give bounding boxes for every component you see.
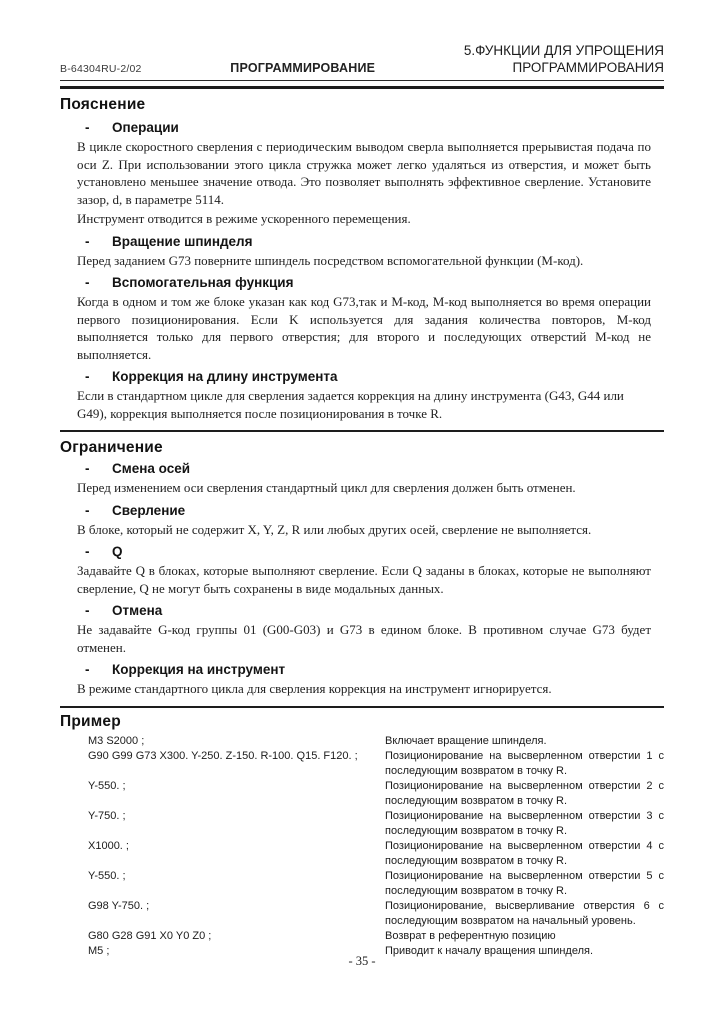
subsection-heading-axis-switching — [60, 461, 664, 477]
example-code: M3 S2000 ; — [88, 734, 145, 747]
example-comment: Приводит к началу вращения шпинделя. — [385, 944, 594, 957]
page-number: - 35 - — [348, 954, 376, 968]
chapter-title — [464, 42, 664, 76]
subsection-heading-tool-length-offset — [60, 369, 664, 385]
dash-bullet: - — [85, 603, 90, 618]
example-row — [88, 869, 664, 899]
paragraph: Инструмент отводится в режиме ускоренного перемещения. — [77, 211, 411, 226]
subsection-heading-operations — [60, 120, 664, 136]
section-divider — [60, 706, 664, 708]
chapter-title-line1: 5.ФУНКЦИИ ДЛЯ УПРОЩЕНИЯ — [463, 43, 664, 58]
example-row — [88, 779, 664, 809]
subsection-heading-drilling — [60, 503, 664, 519]
subsection-title: Коррекция на длину инструмента — [112, 369, 338, 384]
subsection-title: Q — [112, 544, 123, 559]
example-comment: Позиционирование на высверленном отверстии 3 с последующим возвратом в точку R. — [385, 809, 664, 837]
paragraph: В режиме стандартного цикла для сверления коррекция на инструмент игнорируется. — [77, 681, 552, 696]
subsection-heading-spindle-rotation — [60, 234, 664, 250]
paragraph: Перед изменением оси сверления стандартный цикл для сверления должен быть отменен. — [77, 480, 576, 495]
paragraph: Когда в одном и том же блоке указан как код G73,так и M-код, M-код выполняется во время операции первого позиционирования. Если K используется для задания количества повторов, M-код выполняется только для первого отверстия; для второго и последующих отверстий M-код не выполняется. — [77, 294, 651, 362]
dash-bullet: - — [85, 461, 90, 476]
document-id: B-64304RU-2/02 — [60, 63, 142, 75]
dash-bullet: - — [85, 275, 90, 290]
subsection-heading-cancel — [60, 603, 664, 619]
paragraph: В цикле скоростного сверления с периодическим выводом сверла выполняется прерывистая подача по оси Z. При использовании этого цикла стружка может легко удаляться из отверстия, и может быть установлено меньшее значение отвода. Это позволяет выполнять эффективное сверление. Установите зазор, d, в параметре 5114. — [77, 139, 651, 207]
example-comment: Позиционирование на высверленном отверстии 5 с последующим возвратом в точку R. — [385, 869, 664, 897]
subsection-title: Вращение шпинделя — [112, 233, 253, 249]
dash-bullet: - — [85, 369, 90, 384]
example-row — [88, 899, 664, 929]
example-code: G98 Y-750. ; — [88, 899, 150, 912]
section-title-restriction: Ограничение — [60, 439, 163, 456]
example-comment: Включает вращение шпинделя. — [385, 734, 547, 747]
section-divider — [60, 430, 664, 432]
example-row — [88, 839, 664, 869]
header-rule — [60, 86, 664, 89]
example-code: Y-750. ; — [88, 809, 126, 822]
example-row — [88, 929, 664, 944]
example-comment: Позиционирование на высверленном отверстии 2 с последующим возвратом в точку R. — [385, 779, 664, 807]
example-code: X1000. ; — [88, 839, 129, 852]
subsection-title: Коррекция на инструмент — [112, 662, 286, 677]
subsection-title: Смена осей — [112, 461, 191, 476]
subsection-heading-miscellaneous-function — [60, 275, 664, 291]
paragraph: Не задавайте G-код группы 01 (G00-G03) и G73 в едином блоке. В противном случае G73 будет отменен. — [77, 622, 651, 655]
subsection-heading-tool-offset — [60, 662, 664, 678]
section-title-example: Пример — [60, 712, 121, 730]
example-row — [88, 734, 664, 749]
example-comment: Возврат в референтную позицию — [385, 929, 556, 942]
example-comment: Позиционирование, высверливание отверстия 6 с последующим возвратом на начальный уровень. — [385, 899, 664, 927]
example-code: Y-550. ; — [88, 869, 126, 882]
dash-bullet: - — [85, 662, 90, 677]
dash-bullet: - — [85, 120, 90, 135]
paragraph: Если в стандартном цикле для сверления задается коррекция на длину инструмента (G43, G44 или G49), коррекция выполняется после позиционирования в точке R. — [77, 388, 624, 421]
example-program — [60, 734, 664, 959]
example-comment: Позиционирование на высверленном отверстии 1 с последующим возвратом в точку R. — [385, 749, 664, 777]
example-code: M5 ; — [88, 944, 110, 957]
example-row — [88, 749, 664, 779]
paragraph: Перед заданием G73 поверните шпиндель посредством вспомогательной функции (M-код). — [77, 252, 584, 268]
example-row — [88, 809, 664, 839]
dash-bullet: - — [85, 544, 90, 559]
subsection-title: Отмена — [112, 603, 163, 618]
page-header — [60, 42, 664, 81]
example-code: G90 G99 G73 X300. Y-250. Z-150. R-100. Q15. F120. ; — [88, 749, 358, 762]
example-code: G80 G28 G91 X0 Y0 Z0 ; — [88, 929, 212, 942]
subsection-title: Операции — [112, 120, 179, 135]
paragraph: В блоке, который не содержит X, Y, Z, R или любых других осей, сверление не выполняется. — [77, 521, 592, 537]
subsection-heading-q — [60, 544, 664, 560]
dash-bullet: - — [85, 233, 90, 249]
chapter-title-line2: ПРОГРАММИРОВАНИЯ — [512, 60, 664, 75]
header-part-label: ПРОГРАММИРОВАНИЕ — [230, 61, 376, 75]
section-title-explanation: Пояснение — [60, 96, 146, 113]
example-code: Y-550. ; — [88, 779, 126, 792]
subsection-title: Сверление — [112, 502, 186, 518]
example-comment: Позиционирование на высверленном отверстии 4 с последующим возвратом в точку R. — [385, 839, 664, 867]
paragraph: Задавайте Q в блоках, которые выполняют сверление. Если Q заданы в блоках, которые не выполняют сверление, Q не могут быть сохранены в виде модальных данных. — [77, 563, 651, 596]
subsection-title: Вспомогательная функция — [112, 275, 294, 290]
dash-bullet: - — [85, 502, 90, 518]
